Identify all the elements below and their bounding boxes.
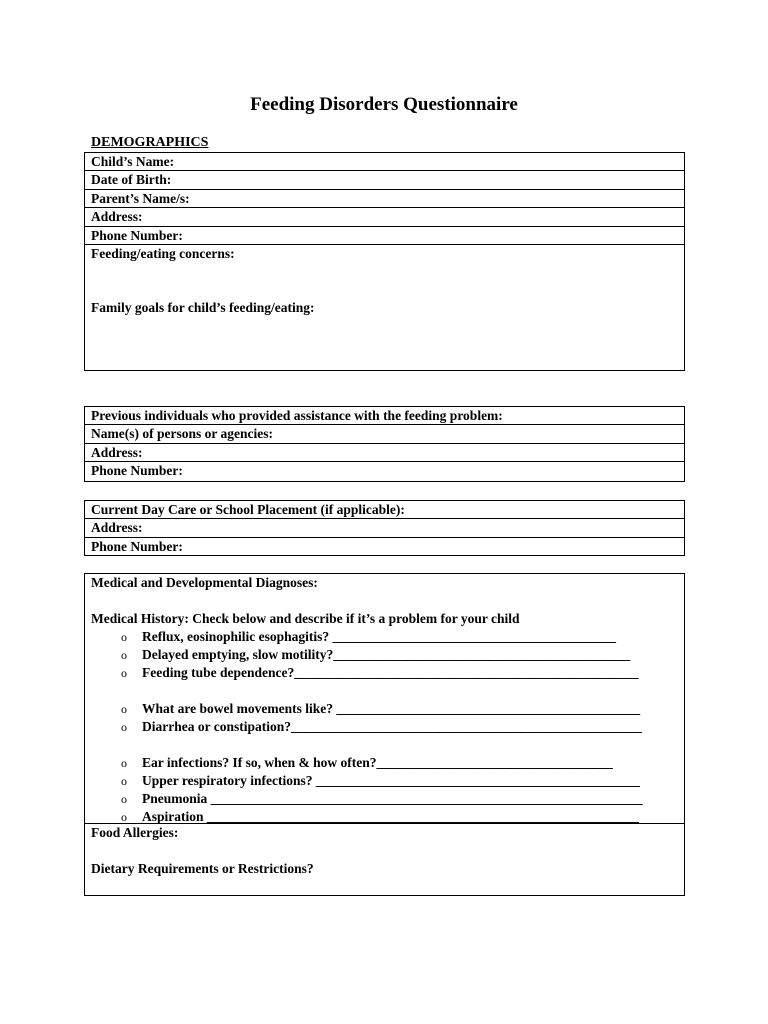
food-allergies-label: Food Allergies: <box>91 825 179 840</box>
field-childs-name[interactable]: Child’s Name: <box>85 153 684 171</box>
previous-assistance-table <box>84 406 685 482</box>
checkbox-item-diarrhea[interactable] <box>91 718 684 736</box>
field-daycare-address[interactable]: Address: <box>85 519 684 537</box>
diagnoses-label: Medical and Developmental Diagnoses: <box>91 575 318 590</box>
item-text: Reflux, eosinophilic esophagitis? __________________________________________ <box>142 629 617 644</box>
checkbox-circle-icon[interactable]: o <box>121 666 127 680</box>
dietary-label: Dietary Requirements or Restrictions? <box>91 861 314 876</box>
field-parents-names[interactable]: Parent’s Name/s: <box>85 190 684 208</box>
field-previous-address[interactable]: Address: <box>85 444 684 462</box>
checkbox-item-bowel-movements[interactable] <box>91 700 684 718</box>
checkbox-item-feeding-tube[interactable] <box>91 664 684 682</box>
item-text: What are bowel movements like? _____________________________________________ <box>142 701 641 716</box>
checkbox-circle-icon[interactable]: o <box>121 792 127 806</box>
field-phone-number[interactable]: Phone Number: <box>85 227 684 245</box>
daycare-table <box>84 500 685 556</box>
section-heading-demographics: DEMOGRAPHICS <box>91 135 209 150</box>
allergies-section[interactable] <box>84 823 685 896</box>
checkbox-item-delayed-emptying[interactable] <box>91 646 684 664</box>
item-text: Diarrhea or constipation?____________________________________________________ <box>142 719 642 734</box>
checkbox-item-ear-infections[interactable] <box>91 754 684 772</box>
field-previous-phone[interactable]: Phone Number: <box>91 463 183 479</box>
item-text: Upper respiratory infections? ________________________________________________ <box>142 773 640 788</box>
checkbox-item-reflux[interactable] <box>91 628 684 646</box>
checkbox-circle-icon[interactable]: o <box>121 648 127 662</box>
medical-history-section <box>84 573 685 824</box>
medical-history-label: Medical History: Check below and describe if it’s a problem for your child <box>91 611 520 626</box>
checkbox-item-pneumonia[interactable] <box>91 790 684 808</box>
field-persons-agencies[interactable]: Name(s) of persons or agencies: <box>85 425 684 443</box>
field-address[interactable]: Address: <box>85 208 684 226</box>
checkbox-circle-icon[interactable]: o <box>121 774 127 788</box>
item-text: Delayed emptying, slow motility?____________________________________________ <box>142 647 631 662</box>
field-date-of-birth[interactable]: Date of Birth: <box>85 171 684 189</box>
previous-assistance-heading: Previous individuals who provided assistance with the feeding problem: <box>85 407 684 425</box>
goals-label: Family goals for child’s feeding/eating: <box>91 299 315 315</box>
checkbox-circle-icon[interactable]: o <box>121 810 127 824</box>
item-text: Aspiration ________________________________________________________________ <box>142 809 639 824</box>
checkbox-circle-icon[interactable]: o <box>121 702 127 716</box>
page-title: Feeding Disorders Questionnaire <box>250 94 518 115</box>
field-daycare-phone[interactable]: Phone Number: <box>91 538 183 554</box>
checkbox-item-respiratory[interactable] <box>91 772 684 790</box>
item-text: Ear infections? If so, when & how often?___________________________________ <box>142 755 613 770</box>
demographics-table <box>84 152 685 371</box>
checkbox-circle-icon[interactable]: o <box>121 720 127 734</box>
field-daycare-placement[interactable]: Current Day Care or School Placement (if applicable): <box>85 501 684 519</box>
item-text: Feeding tube dependence?___________________________________________________ <box>142 665 639 680</box>
checkbox-circle-icon[interactable]: o <box>121 756 127 770</box>
concerns-label: Feeding/eating concerns: <box>91 245 235 261</box>
item-text: Pneumonia ________________________________________________________________ <box>142 791 643 806</box>
field-concerns-goals[interactable] <box>85 245 684 370</box>
checkbox-circle-icon[interactable]: o <box>121 630 127 644</box>
